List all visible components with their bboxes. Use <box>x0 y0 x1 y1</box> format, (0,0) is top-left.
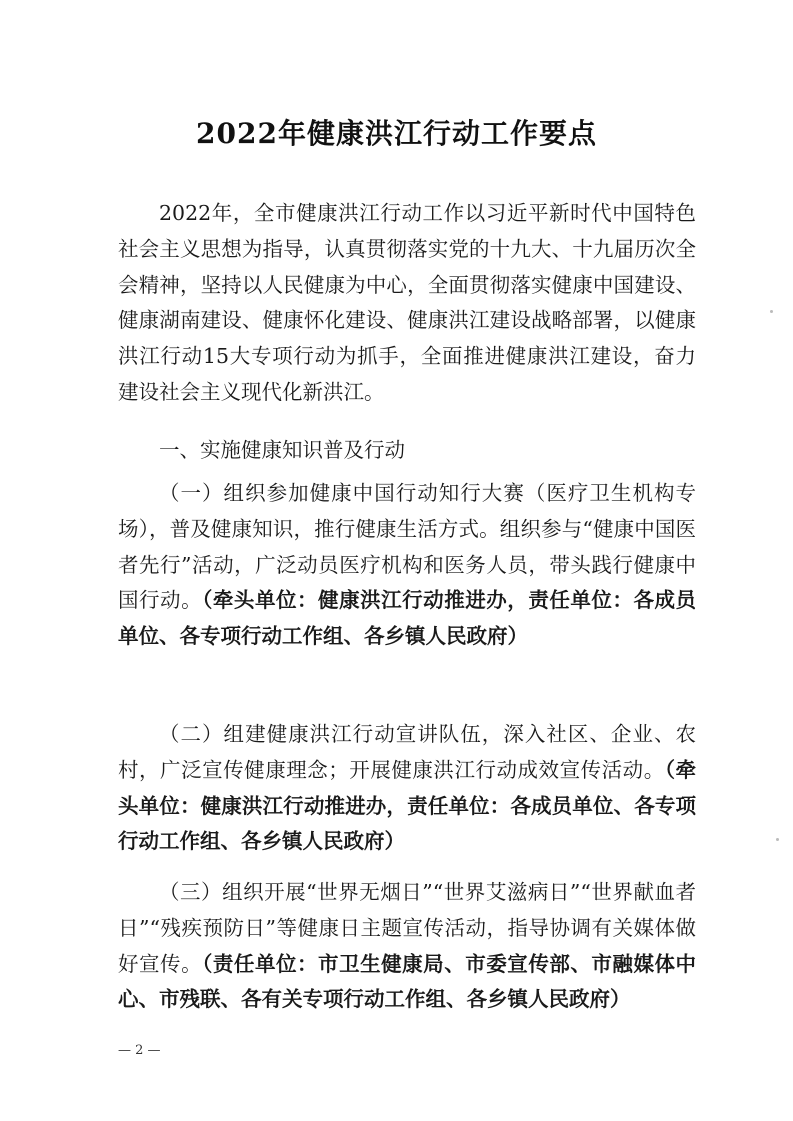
scan-speck <box>776 838 779 841</box>
item-1-text: （一）组织参加健康中国行动知行大赛（医疗卫生机构专场），普及健康知识，推行健康生活方式。组织参与“健康中国医者先行”活动，广泛动员医疗机构和医务人员，带头践行健康中国行动。 <box>118 481 696 613</box>
item-1-responsible-units: （牵头单位：健康洪江行动推进办，责任单位：各成员单位、各专项行动工作组、各乡镇人民政府） <box>118 588 697 649</box>
document-title: 2022年健康洪江行动工作要点 <box>196 117 597 150</box>
item-paragraph-2 <box>118 717 696 860</box>
item-3-responsible-units: （责任单位：市卫生健康局、市委宣传部、市融媒体中心、市残联、各有关专项行动工作组、各乡镇人民政府） <box>118 951 697 1012</box>
item-paragraph-3 <box>118 875 696 1018</box>
item-3-text: （三）组织开展“世界无烟日”“世界艾滋病日”“世界献血者日”“残疾预防日”等健康日主题宣传活动，指导协调有关媒体做好宣传。 <box>118 880 696 976</box>
item-2-text: （二）组建健康洪江行动宣讲队伍，深入社区、企业、农村，广泛宣传健康理念；开展健康洪江行动成效宣传活动。 <box>118 722 696 782</box>
intro-paragraph: 2022年，全市健康洪江行动工作以习近平新时代中国特色社会主义思想为指导，认真贯彻落实党的十九大、十九届历次全会精神，坚持以人民健康为中心，全面贯彻落实健康中国建设、健康湖南建设、健康怀化建设、健康洪江建设战略部署，以健康洪江行动15大专项行动为抓手，全面推进健康洪江建设，奋力建设社会主义现代化新洪江。 <box>118 201 696 404</box>
scan-speck <box>770 310 773 313</box>
item-2-responsible-units: （牵头单位：健康洪江行动推进办，责任单位：各成员单位、各专项行动工作组、各乡镇人民政府） <box>118 757 697 854</box>
section-heading: 一、实施健康知识普及行动 <box>159 438 405 462</box>
item-paragraph-1 <box>118 476 696 655</box>
page-number: — 2 — <box>118 1043 161 1058</box>
